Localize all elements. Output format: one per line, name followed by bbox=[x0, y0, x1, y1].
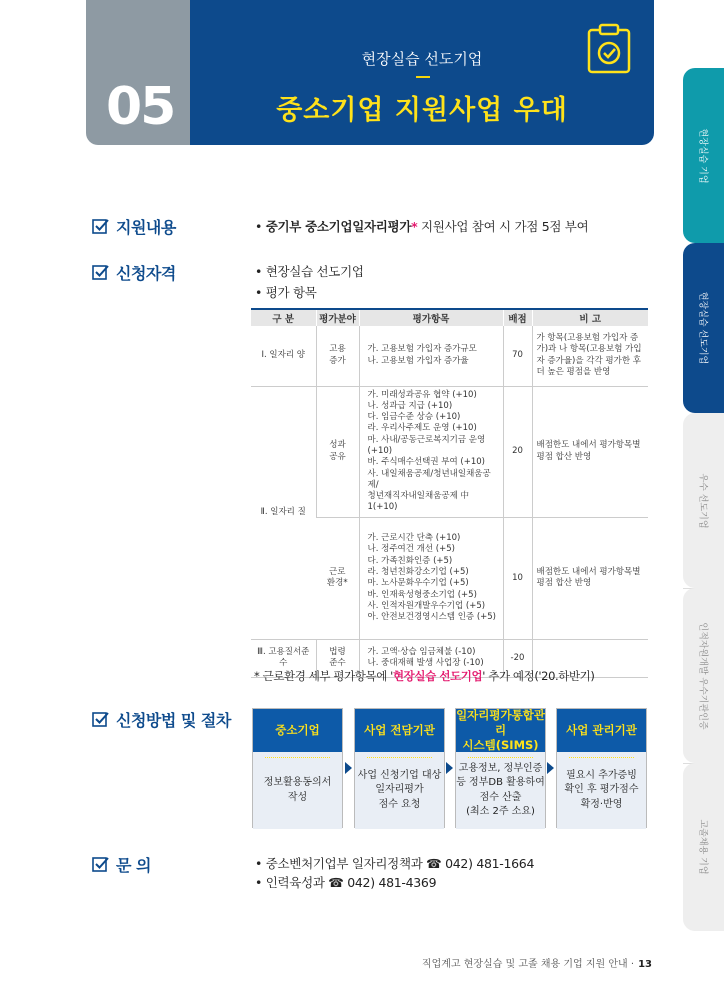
row-remark: 배점한도 내에서 평가항목별 평점 합산 반영 bbox=[532, 386, 648, 517]
section-support bbox=[92, 215, 176, 238]
table-header: 평가항목 bbox=[359, 309, 503, 326]
footnote-highlight: 현장실습 선도기업 bbox=[392, 669, 483, 683]
contact-text-1: 중소벤처기업부 일자리정책과 ☎ 042) 481-1664 bbox=[265, 856, 535, 871]
header-subtitle: 현장실습 선도기업 bbox=[361, 50, 483, 68]
row-field: 근로 환경* bbox=[316, 517, 359, 639]
row-items: 가. 미래성과공유 협약 (+10) 나. 성과급 지급 (+10) 다. 임금수준 상승 (+10) 라. 우리사주제도 운영 (+10) 마. 사내/공동근로복지기금 운영(+10) 바. 주식매수선택권 부여 (+10) 사. 내일채움공제/청년내일채움공제/ 청년재직자내일채움공제 中 1(+10) bbox=[359, 386, 503, 517]
side-tab-field-practice[interactable] bbox=[683, 68, 724, 243]
checkbox-icon bbox=[92, 856, 109, 873]
section-number: 05 bbox=[106, 77, 175, 137]
row-remark: 배점한도 내에서 평가항목별 평점 합산 반영 bbox=[532, 517, 648, 639]
row-field: 고용 증가 bbox=[316, 326, 359, 386]
side-tab-label: 현장실습 선도기업 bbox=[697, 291, 707, 365]
section-eligibility bbox=[92, 261, 176, 284]
row-score: 10 bbox=[503, 517, 532, 639]
side-tab-highschool-hiring[interactable] bbox=[683, 763, 724, 931]
row-field: 성과 공유 bbox=[316, 386, 359, 517]
row-items: 가. 고용보험 가입자 증가규모 나. 고용보험 가입자 증가율 bbox=[359, 326, 503, 386]
support-bullet: • 중기부 중소기업일자리평가* 지원사업 참여 시 가점 5점 부여 bbox=[255, 219, 589, 234]
row-items: 가. 근로시간 단축 (+10) 나. 정주여건 개선 (+5) 다. 가족친화인증 (+5) 라. 청년친화강소기업 (+5) 마. 노사문화우수기업 (+5) 바. 인재육성형중소기업 (+5) 사. 인적자원개발우수기업 (+5) 아. 안전보건경영시스템 인증 (+5) bbox=[359, 517, 503, 639]
footer-text: 직업계고 현장실습 및 고졸 채용 기업 지원 안내 · bbox=[421, 959, 635, 970]
contact-text-2: 인력육성과 ☎ 042) 481-4369 bbox=[265, 875, 437, 890]
arrow-right-icon bbox=[345, 762, 352, 774]
support-bullet-bold: 중기부 중소기업일자리평가 bbox=[265, 219, 412, 234]
process-step-divider bbox=[265, 757, 330, 758]
process-step-1 bbox=[252, 708, 343, 828]
checkbox-icon bbox=[92, 264, 109, 281]
contact-line-1: • 중소벤처기업부 일자리정책과 ☎ 042) 481-1664 bbox=[255, 856, 535, 871]
process-step-title: 사업 관리기관 bbox=[557, 709, 646, 752]
table-row bbox=[251, 386, 648, 517]
page-title: 중소기업 지원사업 우대 bbox=[276, 95, 568, 126]
section-number-block bbox=[86, 0, 190, 145]
section-contact bbox=[92, 853, 151, 876]
table-footnote bbox=[254, 668, 594, 684]
side-tab-hrd-certification[interactable] bbox=[683, 588, 724, 763]
side-tab-label: 고졸채용 기업 bbox=[697, 819, 707, 875]
process-step-title: 사업 전담기관 bbox=[355, 709, 444, 752]
table-row bbox=[251, 326, 648, 386]
section-support-label: 지원내용 bbox=[116, 218, 176, 237]
page-number: 13 bbox=[638, 959, 652, 970]
table-header: 비 고 bbox=[532, 309, 648, 326]
process-step-body: 고용정보, 정부인증 등 정부DB 활용하여 점수 산출 (최소 2주 소요) bbox=[456, 752, 545, 829]
support-bullet-text: 지원사업 참여 시 가점 5점 부여 bbox=[417, 219, 589, 234]
arrow-right-icon bbox=[547, 762, 554, 774]
side-tab-label: 현장실습 기업 bbox=[697, 127, 707, 184]
checkbox-icon bbox=[92, 218, 109, 235]
table-header: 평가분야 bbox=[316, 309, 359, 326]
evaluation-table bbox=[251, 308, 648, 678]
arrow-right-icon bbox=[446, 762, 453, 774]
process-step-title: 일자리평가통합관리 시스템(SIMS) bbox=[456, 708, 545, 752]
page-footer bbox=[422, 955, 652, 970]
row-category: Ⅲ. 고용질서준수 bbox=[251, 639, 316, 677]
row-score: -20 bbox=[503, 639, 532, 677]
process-step-divider bbox=[367, 757, 432, 758]
clipboard-check-icon bbox=[586, 22, 632, 74]
process-step-2 bbox=[354, 708, 445, 828]
table-header: 배점 bbox=[503, 309, 532, 326]
section-contact-label: 문 의 bbox=[116, 856, 151, 875]
process-step-4 bbox=[556, 708, 647, 828]
process-step-body: 정보활용동의서 작성 bbox=[253, 752, 342, 829]
row-score: 20 bbox=[503, 386, 532, 517]
table-header-row bbox=[251, 309, 648, 326]
process-step-body: 사업 신청기업 대상 일자리평가 점수 요청 bbox=[355, 752, 444, 829]
eligibility-bullet-1: • 현장실습 선도기업 bbox=[255, 264, 364, 279]
row-field: 법령 준수 bbox=[316, 639, 359, 677]
process-step-divider bbox=[569, 757, 634, 758]
table-header: 구 분 bbox=[251, 309, 316, 326]
process-step-3 bbox=[455, 708, 546, 828]
row-items: 가. 고액·상습 임금체불 (-10) 나. 중대재해 발생 사업장 (-10) bbox=[359, 639, 503, 677]
checkbox-icon bbox=[92, 711, 109, 728]
footnote-pre: * 근로환경 세부 평가항목에 ' bbox=[254, 669, 393, 683]
side-tab-leading-company[interactable] bbox=[683, 243, 724, 413]
process-step-divider bbox=[468, 757, 533, 758]
section-process-label: 신청방법 및 절차 bbox=[116, 711, 231, 730]
side-tab-label: 우수 선도기업 bbox=[697, 472, 707, 529]
header-banner bbox=[190, 0, 654, 145]
footnote-post: ' 추가 예정('20.하반기) bbox=[482, 669, 595, 683]
header-divider bbox=[416, 76, 430, 78]
contact-line-2: • 인력육성과 ☎ 042) 481-4369 bbox=[255, 875, 437, 890]
process-step-body: 필요시 추가증빙 확인 후 평가점수 확정·반영 bbox=[557, 752, 646, 829]
footnote-star: * bbox=[411, 219, 418, 234]
eligibility-text-1: 현장실습 선도기업 bbox=[265, 264, 364, 279]
side-tab-excellent-company[interactable] bbox=[683, 413, 724, 588]
row-category: Ⅱ. 일자리 질 bbox=[251, 386, 316, 639]
side-tab-label: 인적자원개발 우수기관인증 bbox=[697, 621, 707, 730]
section-eligibility-label: 신청자격 bbox=[116, 264, 176, 283]
process-step-title: 중소기업 bbox=[253, 709, 342, 752]
eligibility-bullet-2: • 평가 항목 bbox=[255, 285, 317, 300]
eligibility-text-2: 평가 항목 bbox=[265, 285, 317, 300]
row-score: 70 bbox=[503, 326, 532, 386]
row-category: Ⅰ. 일자리 양 bbox=[251, 326, 316, 386]
row-remark: 가 항목(고용보험 가입자 증가)과 나 항목(고용보험 가입자 증가율)을 각각 평가한 후 더 높은 평점을 반영 bbox=[532, 326, 648, 386]
section-process bbox=[92, 708, 231, 731]
